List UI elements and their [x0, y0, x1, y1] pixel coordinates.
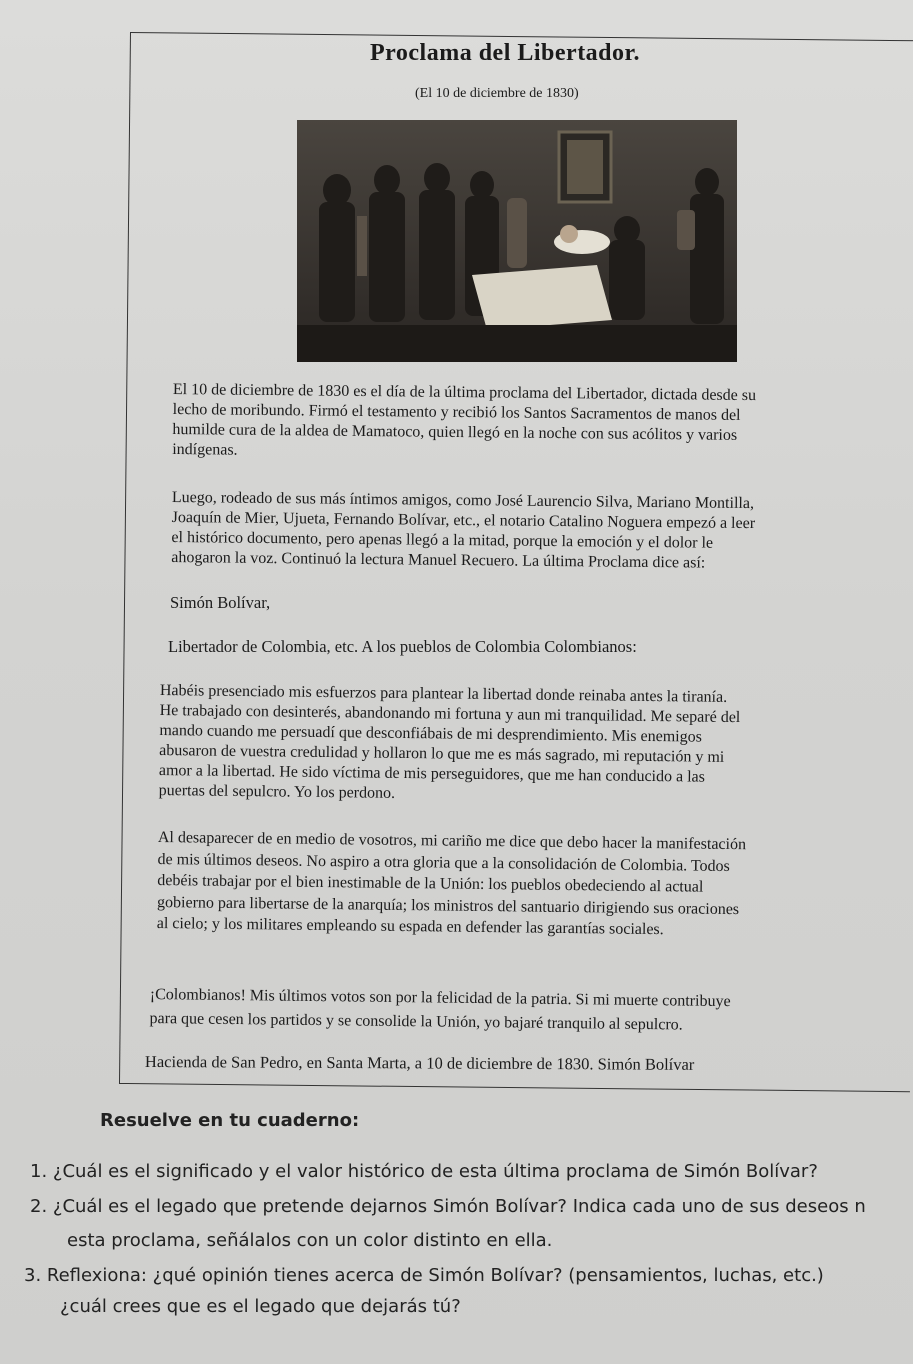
closing-line: Hacienda de San Pedro, en Santa Marta, a 10 de diciembre de 1830. Simón Bolívar: [144, 1052, 695, 1074]
para3-line: para que cesen los partidos y se consolide la Unión, yo bajaré tranquilo al sepulcro.: [149, 1009, 683, 1034]
document-title: Proclama del Libertador.: [370, 40, 640, 66]
intro-line: indígenas.: [172, 440, 238, 459]
proclamation-paragraph-3: [149, 983, 890, 1040]
para1-line: amor a la libertad. He sido víctima de mis perseguidores, que me han conducido a las: [158, 761, 706, 786]
para2-line: de mis últimos deseos. No aspiro a otra gloria que a la consolidación de Colombia. Todos: [157, 850, 730, 875]
context-line: Joaquín de Mier, Ujueta, Fernando Bolívar, etc., el notario Catalino Noguera empezó a leer: [171, 508, 756, 533]
proclamation-paragraph-2: [157, 827, 878, 943]
question-3: 3. Reflexiona: ¿qué opinión tienes acerca de Simón Bolívar? (pensamientos, luchas, etc.): [24, 1265, 824, 1286]
question-1: 1. ¿Cuál es el significado y el valor histórico de esta última proclama de Simón Bolívar?: [30, 1161, 818, 1182]
tasks-heading: Resuelve en tu cuaderno:: [100, 1110, 360, 1131]
para2-line: debéis trabajar por el bien inestimable de la Unión: los pueblos obedeciendo al actual: [157, 871, 704, 896]
para1-line: He trabajado con desinterés, abandonando mi fortuna y aun mi tranquilidad. Me separé del: [159, 701, 741, 727]
intro-line: El 10 de diciembre de 1830 es el día de la última proclama del Libertador, dictada desde su: [172, 380, 757, 405]
proclamation-paragraph-1: [159, 681, 870, 810]
para2-line: Al desaparecer de en medio de vosotros, mi cariño me dice que debo hacer la manifestación: [157, 828, 747, 854]
deathbed-painting: [297, 120, 737, 362]
intro-paragraph: [172, 380, 853, 467]
para2-line: gobierno para libertarse de la anarquía; los ministros del santuario dirigiendo sus oraciones: [156, 893, 740, 918]
para2-line: al cielo; y los militares empleando su espada en defender las garantías sociales.: [156, 914, 664, 939]
question-3-continued: ¿cuál crees que es el legado que dejarás tú?: [60, 1296, 461, 1317]
para1-line: mando cuando me persuadí que desconfiábais de mi desprendimiento. Mis enemigos: [159, 721, 702, 746]
context-line: ahogaron la voz. Continuó la lectura Manuel Recuero. La última Proclama dice así:: [171, 548, 706, 572]
addressee-line: Libertador de Colombia, etc. A los pueblos de Colombia Colombianos:: [168, 637, 637, 656]
context-paragraph: [171, 488, 852, 575]
para1-line: puertas del sepulcro. Yo los perdono.: [158, 781, 396, 802]
signature-name: Simón Bolívar,: [170, 593, 271, 612]
context-line: Luego, rodeado de sus más íntimos amigos, como José Laurencio Silva, Mariano Montilla,: [171, 488, 755, 513]
para1-line: Habéis presenciado mis esfuerzos para plantear la libertad donde reinaba antes la tiranía.: [159, 681, 728, 706]
para3-line: ¡Colombianos! Mis últimos votos son por la felicidad de la patria. Si mi muerte contribuye: [149, 985, 731, 1011]
context-line: el histórico documento, pero apenas llegó a la mitad, porque la emoción y el dolor le: [171, 528, 714, 552]
intro-line: humilde cura de la aldea de Mamatoco, quien llegó en la noche con sus acólitos y varios: [172, 420, 738, 444]
document-date: (El 10 de diciembre de 1830): [415, 86, 579, 101]
question-2-continued: esta proclama, señálalos con un color distinto en ella.: [67, 1230, 553, 1251]
question-2: 2. ¿Cuál es el legado que pretende dejarnos Simón Bolívar? Indica cada uno de sus deseos n: [30, 1196, 866, 1217]
para1-line: abusaron de vuestra credulidad y hollaron lo que me es más sagrado, mi reputación y mi: [159, 741, 725, 766]
intro-line: lecho de moribundo. Firmó el testamento y recibió los Santos Sacramentos de manos del: [172, 400, 741, 424]
